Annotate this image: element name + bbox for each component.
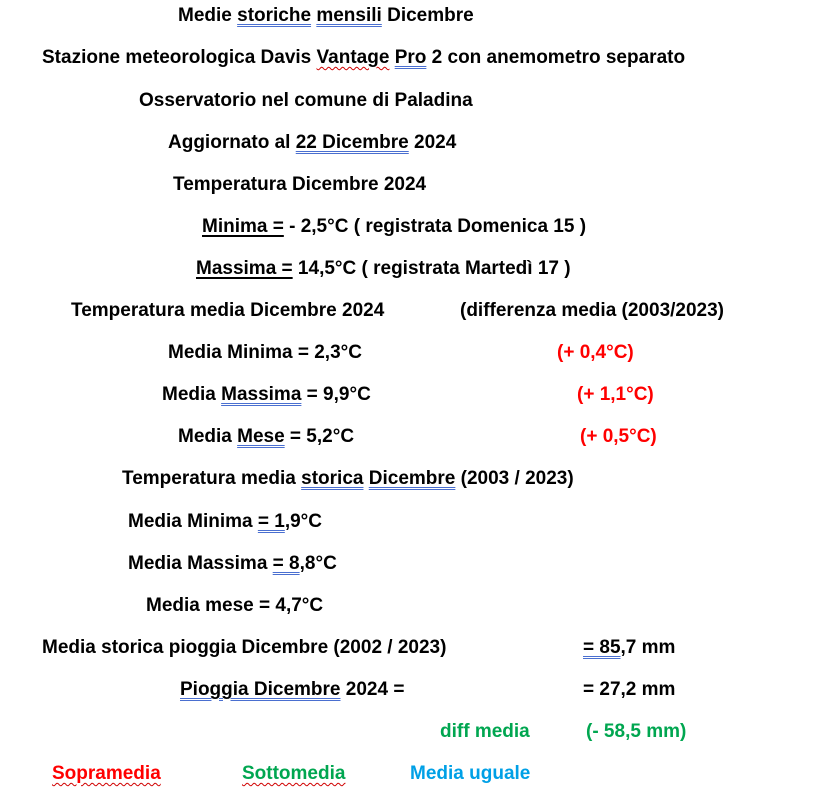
temp-month-min — [202, 215, 586, 239]
station-pro: Pro — [394, 47, 427, 68]
header-title-month: Dicembre — [381, 5, 474, 26]
updated-part: Aggiornato al — [168, 132, 296, 153]
label-part: Media — [178, 426, 238, 447]
historic-title-range: (2003 / 2023) — [455, 468, 574, 489]
historic-title-storica: storica — [301, 468, 364, 489]
rain-hist-value — [583, 636, 675, 660]
temp-month-max — [196, 257, 571, 281]
diff-value: (+ 0,4°C) — [557, 342, 634, 363]
rain-hist-value-a: = 85 — [583, 637, 621, 658]
temp-mean-diff-label: (differenza media (2003/2023) — [460, 300, 725, 321]
header-title-mensili: mensili — [316, 5, 382, 26]
historic-max-value: ,8°C — [299, 553, 337, 574]
rain-hist-label: Media storica pioggia Dicembre (2002 / 2023) — [42, 637, 447, 658]
header-line-title — [178, 4, 474, 28]
temp-month-title: Temperatura Dicembre 2024 — [173, 174, 427, 195]
rain-month-value: = 27,2 mm — [583, 679, 676, 700]
rain-hist-value-b: ,7 mm — [620, 637, 676, 658]
station-vantage: Vantage — [316, 47, 390, 68]
rain-month-label-a: Pioggia Dicembre — [180, 679, 341, 700]
temp-mean-row-mean — [178, 425, 354, 449]
historic-max-eq: = 8 — [272, 553, 300, 574]
historic-max — [128, 552, 337, 576]
temp-mean-row-max-diff: (+ 1,1°C) — [577, 384, 654, 405]
legend-above — [52, 762, 161, 786]
temp-mean-row-max — [162, 383, 371, 407]
temp-min-value: - 2,5°C ( registrata Domenica 15 ) — [283, 216, 587, 237]
rain-month-label — [180, 678, 404, 702]
station-part: Stazione meteorologica Davis — [42, 47, 317, 68]
historic-title — [122, 467, 574, 491]
historic-min-label: Media Minima — [128, 511, 258, 532]
header-line-updated — [168, 131, 456, 155]
legend-equal: Media uguale — [410, 763, 531, 784]
updated-date: 22 Dicembre — [295, 132, 409, 153]
legend-above-label: Sopramedia — [52, 763, 161, 784]
temp-mean-row-min-diff — [557, 341, 634, 365]
label-massima: Massima — [221, 384, 302, 405]
historic-title-month: Dicembre — [368, 468, 456, 489]
header-line-station — [42, 46, 685, 70]
header-title-storiche: storiche — [237, 5, 312, 26]
historic-title-part: Temperatura media — [122, 468, 302, 489]
legend-below-label: Sottomedia — [242, 763, 346, 784]
rain-diff-label: diff media — [440, 721, 530, 742]
legend-below — [242, 762, 345, 786]
label-mese: Mese — [237, 426, 285, 447]
temp-mean-row-min: Media Minima = 2,3°C — [168, 342, 362, 363]
temp-min-label: Minima = — [202, 216, 284, 237]
temp-mean-diff-heading — [460, 299, 724, 323]
temp-max-label: Massima = — [196, 258, 293, 279]
label-value: = 9,9°C — [301, 384, 371, 405]
historic-mean: Media mese = 4,7°C — [146, 595, 324, 616]
temp-mean-title: Temperatura media Dicembre 2024 — [71, 300, 385, 321]
rain-diff-value: (- 58,5 mm) — [586, 721, 687, 742]
rain-month-label-b: 2024 = — [340, 679, 405, 700]
historic-max-label: Media Massima — [128, 553, 273, 574]
header-title-part: Medie — [178, 5, 238, 26]
label-value: = 5,2°C — [284, 426, 355, 447]
station-rest: 2 con anemometro separato — [426, 47, 686, 68]
historic-min-eq: = 1 — [257, 511, 285, 532]
header-line-observatory: Osservatorio nel comune di Paladina — [139, 90, 473, 111]
updated-year: 2024 — [408, 132, 457, 153]
temp-max-value: 14,5°C ( registrata Martedì 17 ) — [292, 258, 571, 279]
label-part: Media — [162, 384, 222, 405]
historic-min — [128, 510, 322, 534]
historic-min-value: ,9°C — [284, 511, 322, 532]
temp-mean-row-mean-diff: (+ 0,5°C) — [580, 426, 657, 447]
